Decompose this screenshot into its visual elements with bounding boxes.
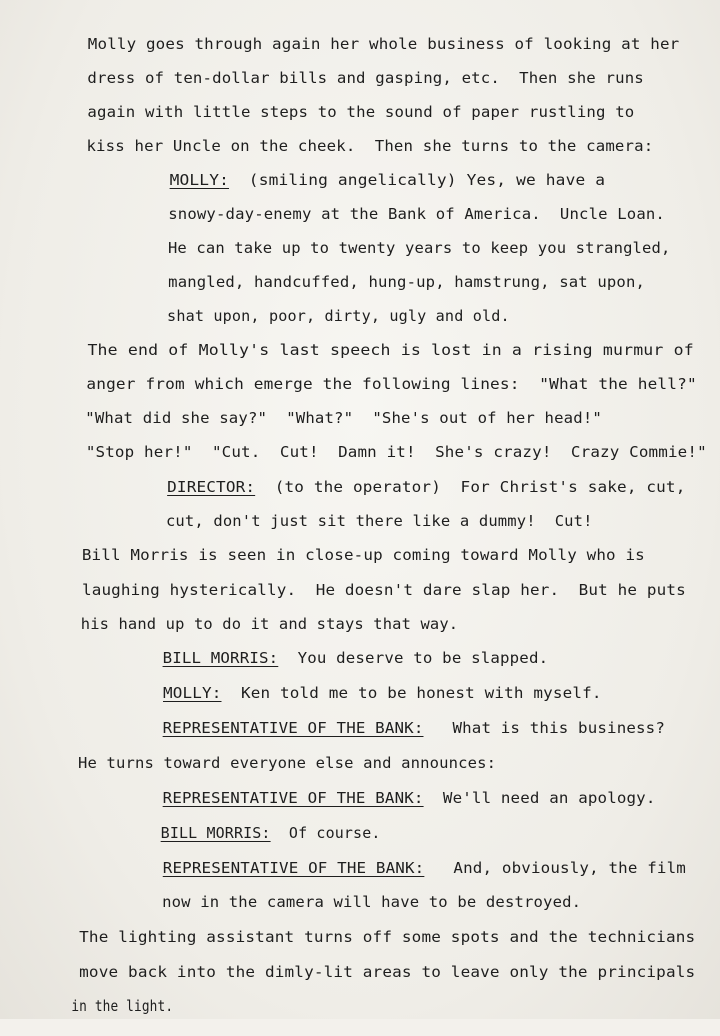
dialogue-text: snowy-day-enemy at the Bank of America. Uncle Loan.	[168, 205, 666, 223]
dialogue-text: We'll need an apology.	[423, 789, 656, 807]
line-text: He turns toward everyone else and announces:	[78, 754, 497, 772]
dialogue-text: He can take up to twenty years to keep you strangled,	[167, 239, 671, 257]
line-text: anger from which emerge the following lines: "What the hell?"	[86, 375, 697, 393]
line-text: The end of Molly's last speech is lost in a rising murmur of	[87, 341, 694, 359]
line-text: in the light.	[71, 997, 174, 1015]
line-text: Molly goes through again her whole business of looking at her	[87, 35, 680, 53]
line-text: "Stop her!" "Cut. Cut! Damn it! She's crazy! Crazy Commie!"	[85, 443, 707, 461]
line-text: move back into the dimly-lit areas to leave only the principals	[79, 963, 696, 981]
dialogue-text: now in the camera will have to be destroyed.	[162, 893, 582, 911]
dialogue-text: You deserve to be slapped.	[278, 649, 549, 667]
dialogue-text: Of course.	[270, 824, 381, 842]
dialogue-text: shat upon, poor, dirty, ugly and old.	[167, 307, 510, 325]
dialogue-text: cut, don't just sit there like a dummy! Cut!	[165, 512, 593, 530]
line-text: "What did she say?" "What?" "She's out of her head!"	[85, 409, 602, 427]
line-text: his hand up to do it and stays that way.	[80, 615, 459, 633]
dialogue-text: (to the operator) For Christ's sake, cut,	[255, 478, 686, 496]
speaker-name: REPRESENTATIVE OF THE BANK:	[162, 789, 424, 807]
line-text: kiss her Uncle on the cheek. Then she turns to the camera:	[86, 137, 654, 155]
speaker-name: BILL MORRIS:	[160, 824, 271, 842]
dialogue-text: And, obviously, the film	[424, 859, 686, 877]
speaker-name: DIRECTOR:	[167, 478, 256, 496]
speaker-name: MOLLY:	[169, 171, 230, 189]
dialogue-text: What is this business?	[423, 719, 665, 737]
line-text: The lighting assistant turns off some spots and the technicians	[79, 928, 696, 946]
dialogue-text: mangled, handcuffed, hung-up, hamstrung, sat upon,	[168, 273, 646, 291]
line-text: dress of ten-dollar bills and gasping, etc. Then she runs	[87, 69, 644, 87]
text-line	[40, 976, 173, 1036]
line-text: laughing hysterically. He doesn't dare slap her. But he puts	[81, 581, 686, 599]
speaker-name: REPRESENTATIVE OF THE BANK:	[162, 859, 425, 877]
speaker-name: MOLLY:	[162, 684, 222, 702]
line-text: Bill Morris is seen in close-up coming toward Molly who is	[81, 546, 645, 564]
speaker-name: REPRESENTATIVE OF THE BANK:	[162, 719, 424, 737]
line-text: again with little steps to the sound of paper rustling to	[87, 103, 635, 121]
dialogue-text: (smiling angelically) Yes, we have a	[229, 171, 606, 189]
speaker-name: BILL MORRIS:	[162, 649, 279, 667]
dialogue-text: Ken told me to be honest with myself.	[221, 684, 602, 702]
